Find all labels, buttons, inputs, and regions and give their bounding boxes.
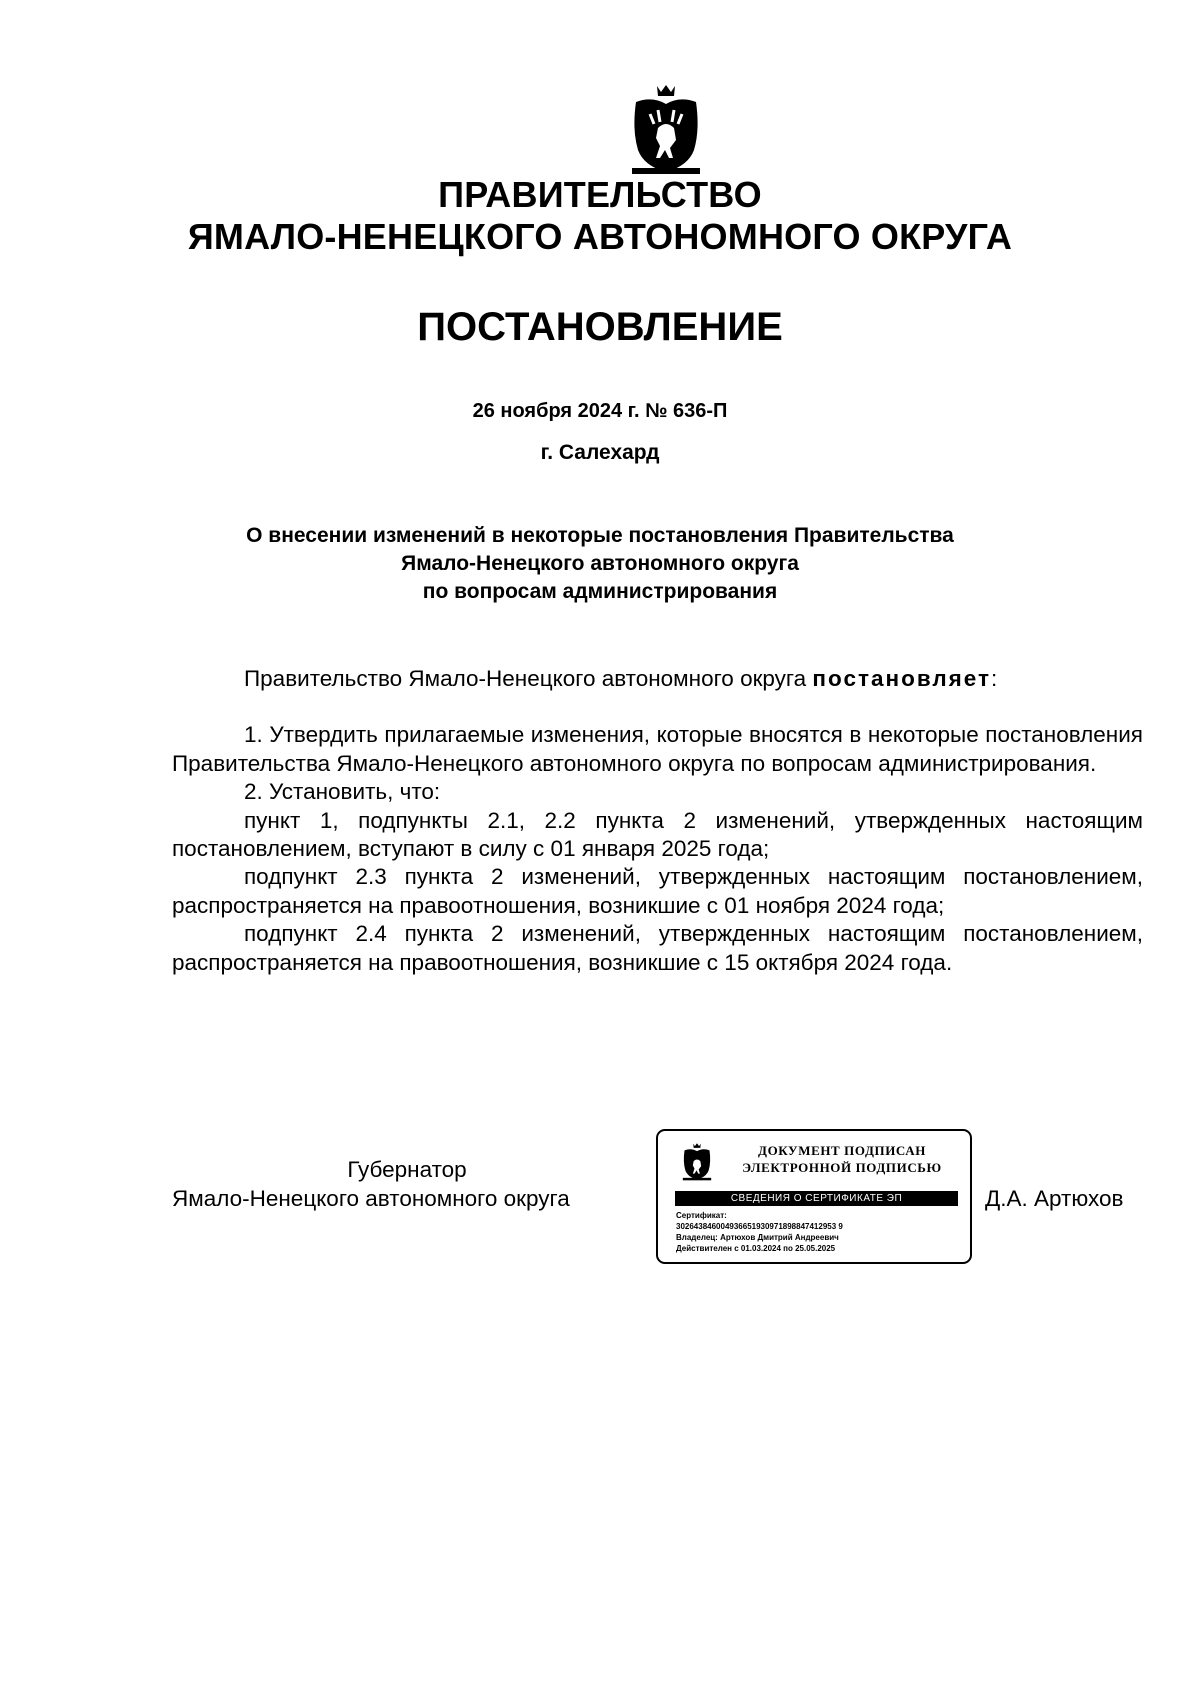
intro-end: : xyxy=(991,666,998,691)
signatory-name: Д.А. Артюхов xyxy=(985,1186,1124,1211)
paragraph-3: пункт 1, подпункты 2.1, 2.2 пункта 2 изменений, утвержденных настоящим постановлением, вступают в силу с 01 января 2025 года; xyxy=(172,807,1143,862)
stamp-title-line1: ДОКУМЕНТ ПОДПИСАН xyxy=(758,1143,926,1158)
paragraph-5: подпункт 2.4 пункта 2 изменений, утвержденных настоящим постановлением, распространяется на правоотношения, возникшие с 15 октября 2024 года. xyxy=(172,921,1143,975)
intro-text: Правительство Ямало-Ненецкого автономного округа xyxy=(244,666,813,691)
intro-emphasis: постановляет xyxy=(812,666,992,691)
government-title-line1: ПРАВИТЕЛЬСТВО xyxy=(438,174,762,215)
paragraph-4: подпункт 2.3 пункта 2 изменений, утвержденных настоящим постановлением, распространяется на правоотношения, возникшие с 01 ноября 2024 года; xyxy=(172,864,1143,918)
city: г. Салехард xyxy=(540,441,660,464)
government-title xyxy=(100,174,1100,258)
document-type: ПОСТАНОВЛЕНИЕ xyxy=(417,305,783,349)
subject-line1: О внесении изменений в некоторые постановления Правительства xyxy=(246,524,954,547)
stamp-certificate-bar: СВЕДЕНИЯ О СЕРТИФИКАТЕ ЭП xyxy=(675,1191,958,1206)
date-and-number: 26 ноября 2024 г. № 636-П xyxy=(472,400,728,422)
stamp-certificate-info xyxy=(676,1210,966,1254)
stamp-owner: Владелец: Артюхов Дмитрий Андреевич xyxy=(676,1233,839,1242)
yamal-coat-of-arms-icon xyxy=(682,1139,712,1185)
subject-line3: по вопросам администрирования xyxy=(422,580,778,603)
paragraph-2: 2. Установить, что: xyxy=(244,779,441,805)
signatory-position-line2: Ямало-Ненецкого автономного округа xyxy=(172,1186,570,1211)
signatory-position-line1: Губернатор xyxy=(347,1157,467,1182)
paragraph-1: 1. Утвердить прилагаемые изменения, которые вносятся в некоторые постановления Правительства Ямало-Ненецкого автономного округа по вопросам администрирования. xyxy=(172,722,1143,776)
stamp-cert-number: 302643846004936651930971898847412953 9 xyxy=(676,1222,843,1231)
stamp-title xyxy=(718,1142,966,1176)
document-body xyxy=(172,665,1143,977)
intro-paragraph xyxy=(172,665,1143,693)
e-signature-stamp xyxy=(656,1129,972,1264)
stamp-cert-label: Сертификат: xyxy=(676,1211,727,1220)
signatory-position xyxy=(172,1155,642,1213)
yamal-coat-of-arms-icon xyxy=(630,84,702,176)
subject-line2: Ямало-Ненецкого автономного округа xyxy=(401,552,799,575)
government-title-line2: ЯМАЛО-НЕНЕЦКОГО АВТОНОМНОГО ОКРУГА xyxy=(187,216,1013,257)
stamp-title-line2: ЭЛЕКТРОННОЙ ПОДПИСЬЮ xyxy=(742,1160,942,1175)
stamp-validity: Действителен с 01.03.2024 по 25.05.2025 xyxy=(676,1244,836,1253)
document-subject xyxy=(150,522,1050,606)
